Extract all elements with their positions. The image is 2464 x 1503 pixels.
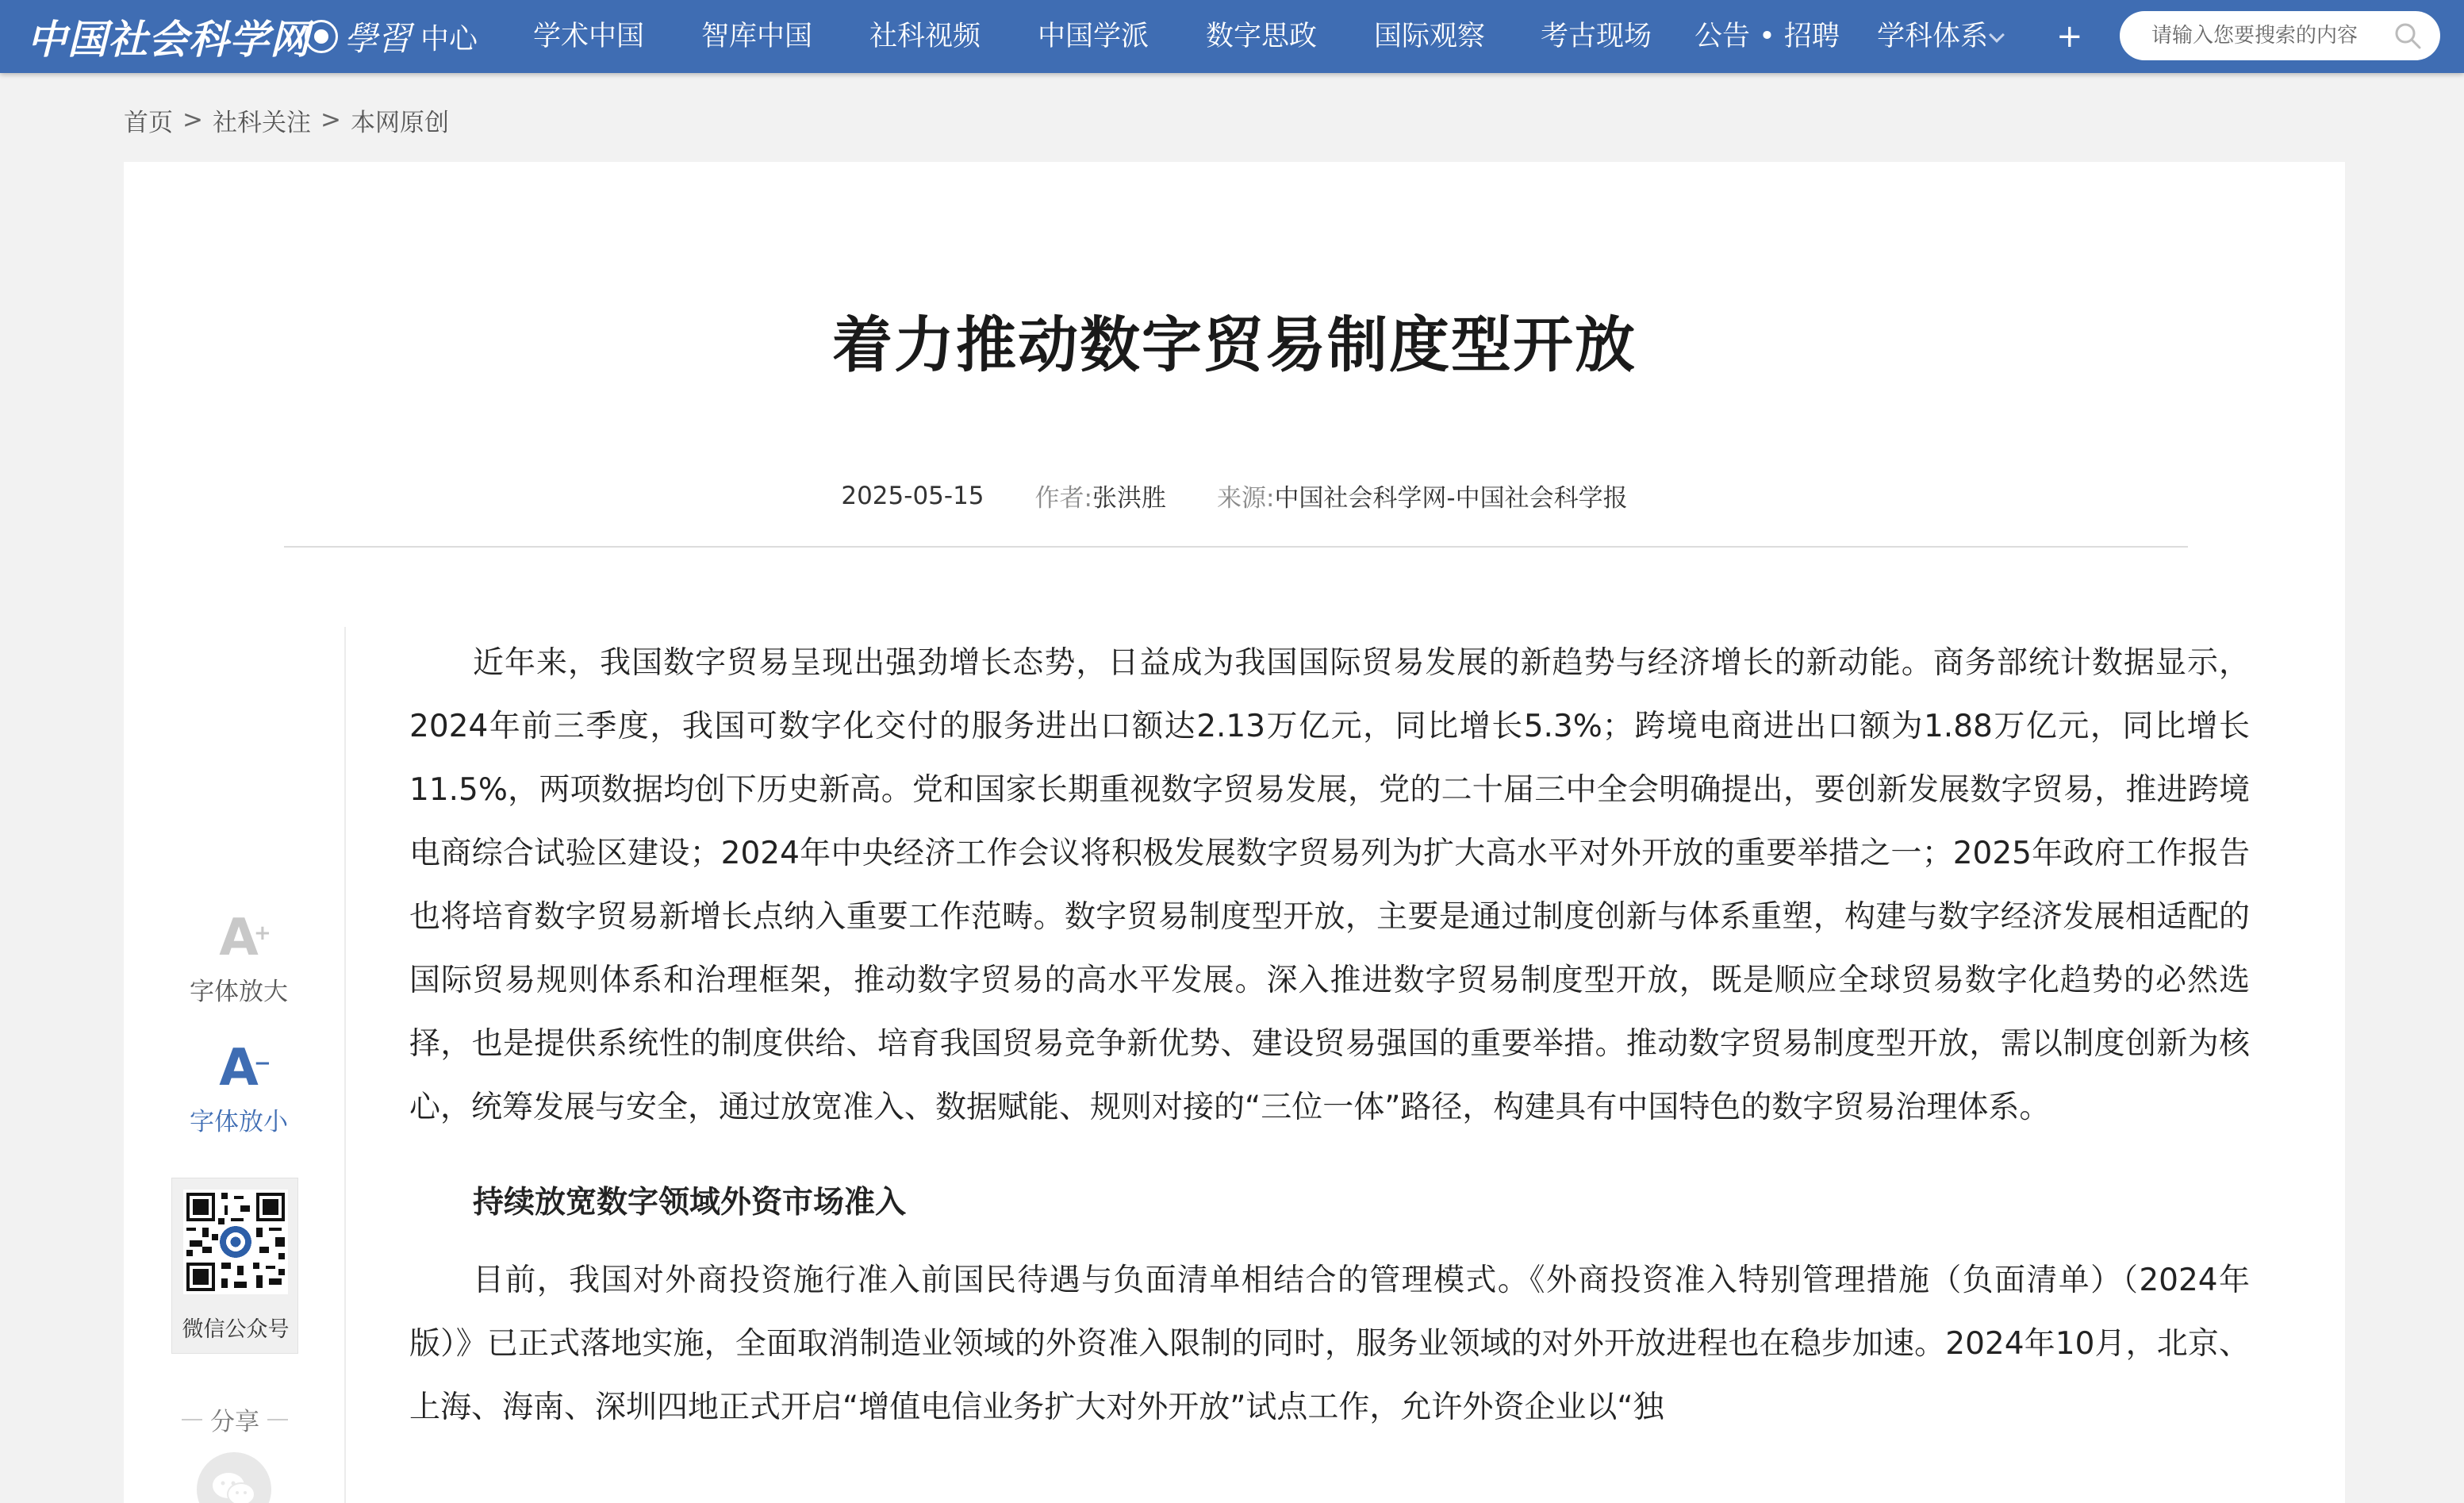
- font-increase-icon: A +: [219, 909, 271, 967]
- share-divider-left: [182, 1419, 202, 1420]
- breadcrumb-social-science-focus[interactable]: 社科关注: [212, 108, 311, 137]
- study-center-label: 中心: [420, 22, 478, 56]
- share-heading: [171, 1401, 298, 1437]
- nav-item-discipline-system[interactable]: [1877, 0, 2002, 73]
- tools-divider: [344, 627, 346, 1503]
- article-section-heading: 持续放宽数字领域外资市场准入: [473, 1185, 907, 1220]
- wechat-icon: [211, 1470, 257, 1503]
- breadcrumb-separator: >: [182, 106, 203, 134]
- article-meta: [124, 478, 2345, 513]
- article-tools: [124, 627, 346, 1503]
- search-icon[interactable]: [2393, 21, 2423, 51]
- font-increase-button[interactable]: [171, 909, 306, 1007]
- nav-item-think-tank-china[interactable]: 智库中国: [701, 21, 813, 52]
- font-decrease-button[interactable]: [171, 1040, 306, 1137]
- meta-divider: [284, 546, 2188, 548]
- source-name: 中国社会科学网-中国社会科学报: [1274, 484, 1628, 513]
- share-wechat-button[interactable]: [197, 1452, 271, 1503]
- share-label: 分享: [210, 1408, 259, 1436]
- nav-item-chinese-schools[interactable]: 中国学派: [1038, 21, 1149, 52]
- article-body: [409, 632, 2250, 1440]
- study-center-emblem-icon: [305, 20, 338, 53]
- nav-more-button[interactable]: +: [2056, 18, 2083, 55]
- breadcrumb-original[interactable]: 本网原创: [350, 108, 449, 137]
- author-label: 作者:: [1034, 484, 1092, 513]
- nav-item-discipline-system-label: 学科体系: [1877, 21, 1989, 52]
- nav-item-social-science-video[interactable]: 社科视频: [869, 21, 981, 52]
- publish-date: 2025-05-15: [841, 481, 984, 510]
- nav-item-announcements-jobs[interactable]: 公告 • 招聘: [1694, 21, 1840, 52]
- article-paragraph: 目前，我国对外商投资施行准入前国民待遇与负面清单相结合的管理模式。《外商投资准入特别管理措施（负面清单）（2024年版）》已正式落地实施，全面取消制造业领域的外资准入限制的同时，服务业领域的对外开放进程也在稳步加速。2024年10月，北京、上海、海南、深圳四地正式开启“增值电信业务扩大对外开放”试点工作，允许外资企业以“独: [409, 1263, 2250, 1425]
- qr-code-icon: [183, 1190, 288, 1294]
- font-decrease-label: 字体放小: [190, 1108, 288, 1136]
- article-title: 着力推动数字贸易制度型开放: [832, 309, 1637, 380]
- breadcrumb: [124, 102, 449, 138]
- nav-item-international-observation[interactable]: 国际观察: [1374, 21, 1486, 52]
- wechat-qr-panel: [171, 1178, 298, 1354]
- chevron-down-icon: [1989, 27, 2005, 43]
- author-name: 张洪胜: [1092, 484, 1166, 513]
- search-box: [2120, 11, 2440, 60]
- search-input[interactable]: [2151, 24, 2397, 48]
- site-logo[interactable]: 中国社会科学网: [27, 16, 310, 63]
- article-paragraph: 近年来，我国数字贸易呈现出强劲增长态势，日益成为我国国际贸易发展的新趋势与经济增长的新动能。商务部统计数据显示，2024年前三季度，我国可数字化交付的服务进出口额达2.13万亿元，同比增长5.3%；跨境电商进出口额为1.88万亿元，同比增长11.5%，两项数据均创下历史新高。党和国家长期重视数字贸易发展，党的二十届三中全会明确提出，要创新发展数字贸易，推进跨境电商综合试验区建设；2024年中央经济工作会议将积极发展数字贸易列为扩大高水平对外开放的重要举措之一；2025年政府工作报告也将培育数字贸易新增长点纳入重要工作范畴。数字贸易制度型开放，主要是通过制度创新与体系重塑，构建与数字经济发展相适配的国际贸易规则体系和治理框架，推动数字贸易的高水平发展。深入推进数字贸易制度型开放，既是顺应全球贸易数字化趋势的必然选择，也是提供系统性的制度供给、培育我国贸易竞争新优势、建设贸易强国的重要举措。推动数字贸易制度型开放，需以制度创新为核心，统筹发展与安全，通过放宽准入、数据赋能、规则对接的“三位一体”路径，构建具有中国特色的数字贸易治理体系。: [409, 645, 2250, 1125]
- study-center-script: 學習: [344, 19, 412, 58]
- share-divider-right: [267, 1419, 288, 1420]
- nav-item-digital-ideology[interactable]: 数字思政: [1206, 21, 1318, 52]
- top-navigation-bar: [0, 0, 2464, 73]
- breadcrumb-separator: >: [320, 106, 341, 134]
- study-center-link[interactable]: [305, 11, 478, 62]
- article-card: [124, 162, 2345, 1503]
- breadcrumb-home[interactable]: 首页: [124, 108, 173, 137]
- font-decrease-icon: A −: [219, 1039, 271, 1097]
- font-increase-label: 字体放大: [190, 978, 288, 1006]
- nav-item-academic-china[interactable]: 学术中国: [533, 21, 645, 52]
- wechat-account-label: 微信公众号: [182, 1317, 290, 1342]
- nav-item-archaeology-site[interactable]: 考古现场: [1541, 21, 1652, 52]
- source-label: 来源:: [1216, 484, 1275, 513]
